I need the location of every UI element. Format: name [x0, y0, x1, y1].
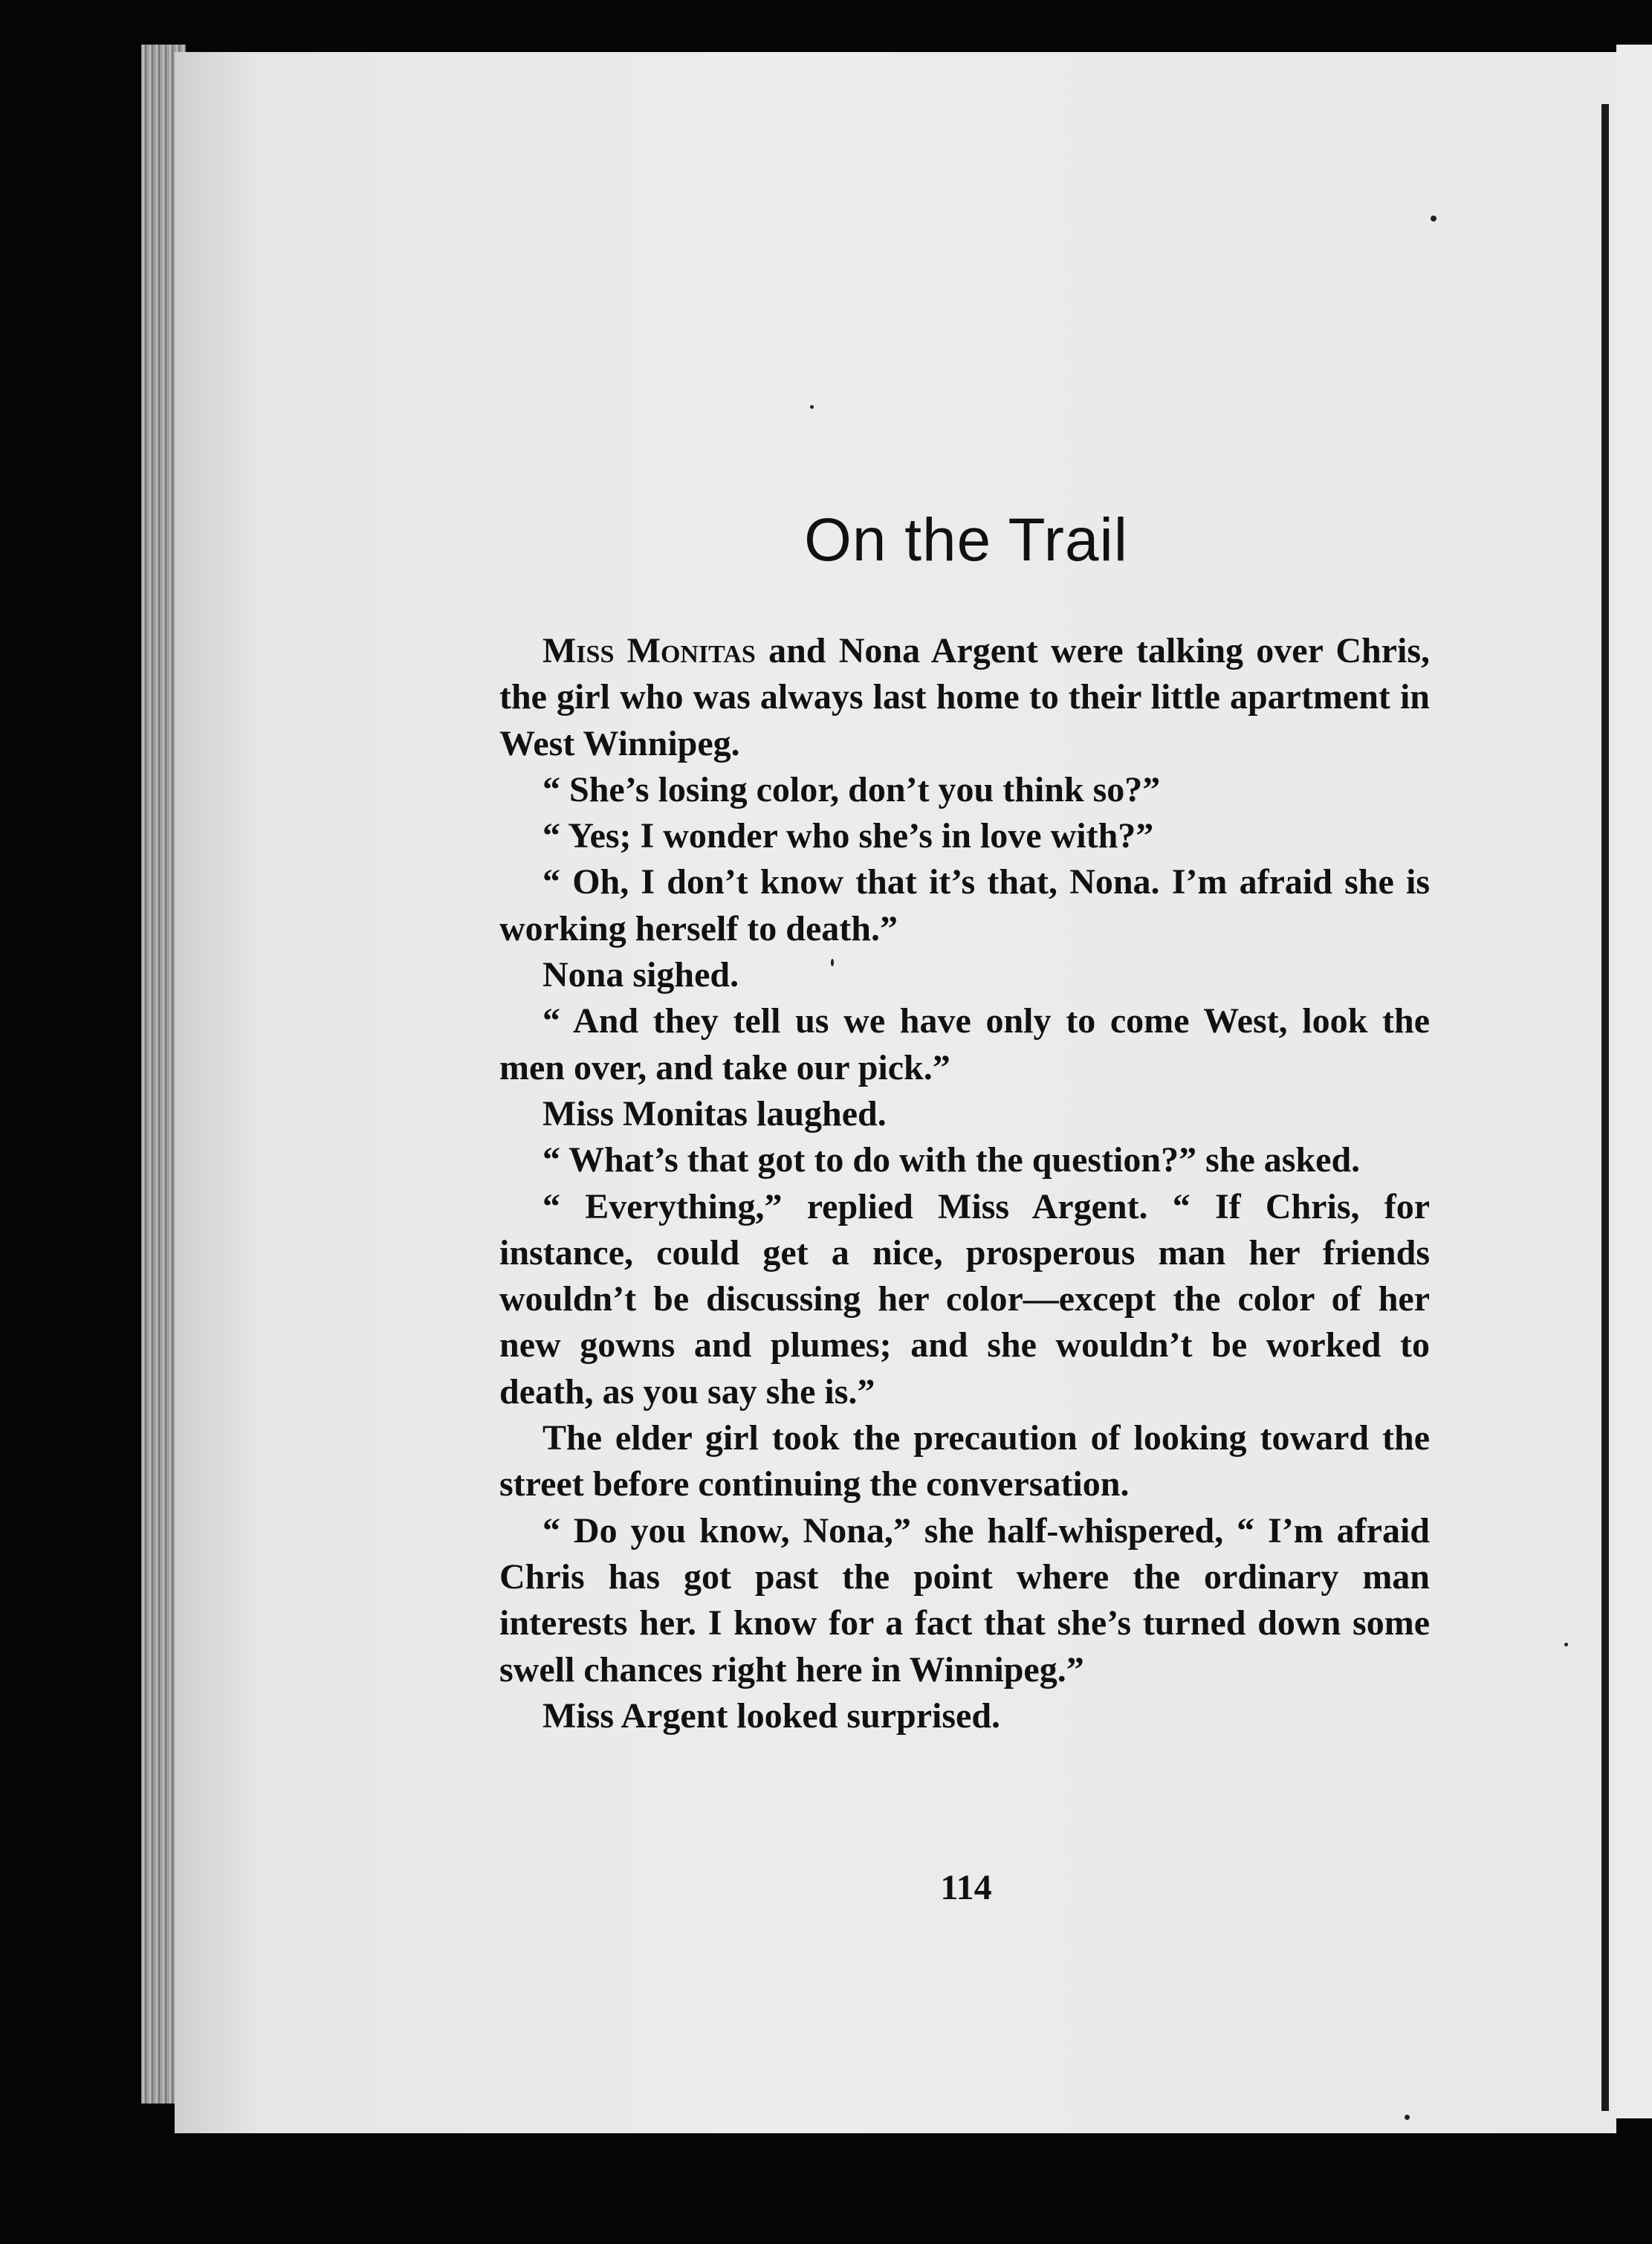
page-number: 114: [940, 1868, 992, 1907]
paragraph: “ Oh, I don’t know that it’s that, Nona. I’m afraid she is working herself to death.”: [499, 862, 1430, 948]
facing-page-edge: [1616, 45, 1652, 2118]
dust-speck: [1405, 2115, 1410, 2120]
paragraph: [499, 628, 1430, 767]
paragraph: The elder girl took the precaution of looking toward the street before continuing the conversation.: [499, 1418, 1430, 1504]
dust-speck: [1564, 1643, 1568, 1646]
paragraph: Nona sighed.: [542, 955, 739, 995]
paragraph-rest: and Nona Argent were talking over Chris, the girl who was always last home to their little apartment in West Winnipeg.: [499, 631, 1430, 763]
chapter-title: On the Trail: [804, 506, 1128, 574]
dust-speck: [810, 405, 814, 409]
smallcaps-lead: Miss Monitas: [542, 631, 756, 670]
paragraph: “ And they tell us we have only to come West, look the men over, and take our pick.”: [499, 1001, 1430, 1087]
paragraph: “ Do you know, Nona,” she half-whispered, “ I’m afraid Chris has got past the point where the ordinary man interests her. I know for a fact that she’s turned down some swell chances right here in Winnipeg.”: [499, 1510, 1430, 1690]
dust-speck: [831, 959, 834, 966]
paragraph: Miss Argent looked surprised.: [542, 1695, 1001, 1736]
paragraph: “ Yes; I wonder who she’s in love with?”: [542, 816, 1154, 856]
paragraph: “ Everything,” replied Miss Argent. “ If Chris, for instance, could get a nice, prosperous man her friends wouldn’t be discussing her color—except the color of her new gowns and plumes; and she wouldn’t be worked to death, as you say she is.”: [499, 1186, 1430, 1412]
paragraph: “ What’s that got to do with the question?” she asked.: [542, 1140, 1361, 1180]
dust-speck: [1431, 216, 1436, 222]
paragraph: Miss Monitas laughed.: [542, 1093, 887, 1134]
paragraph: “ She’s losing color, don’t you think so?”: [542, 769, 1161, 809]
body-text: [499, 628, 1430, 1739]
gutter-shadow: [1601, 104, 1609, 2111]
